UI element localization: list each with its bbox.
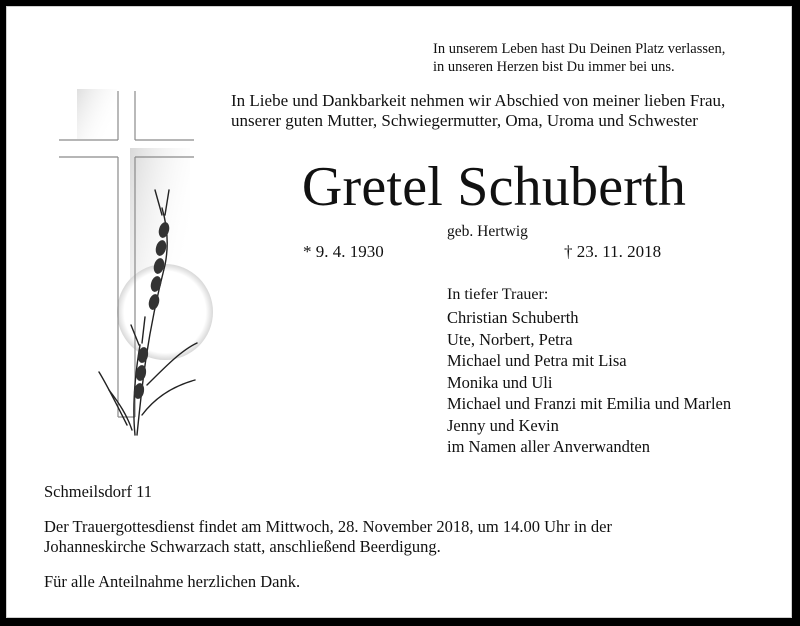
mourner-item: im Namen aller Anverwandten — [447, 437, 650, 456]
motto-line: in unseren Herzen bist Du immer bei uns. — [433, 59, 675, 75]
service-line: Johanneskirche Schwarzach statt, anschließend Beerdigung. — [44, 537, 441, 556]
obituary-notice — [6, 6, 792, 618]
mourner-item: Monika und Uli — [447, 372, 553, 392]
mourner-item: Jenny und Kevin — [447, 415, 559, 435]
death-date: † 23. 11. 2018 — [564, 242, 662, 261]
deceased-name: Gretel Schuberth — [301, 156, 687, 218]
intro-line: unserer guten Mutter, Schwiegermutter, Oma, Uroma und Schwester — [231, 111, 698, 130]
mourning-label: In tiefer Trauer: — [447, 286, 549, 303]
intro-text — [231, 91, 725, 131]
mourner-item: Ute, Norbert, Petra — [447, 329, 573, 349]
birth-name: geb. Hertwig — [447, 223, 528, 240]
mourner-item: Michael und Petra mit Lisa — [447, 351, 627, 370]
service-info — [44, 517, 612, 557]
thanks-note: Für alle Anteilnahme herzlichen Dank. — [44, 572, 301, 591]
address: Schmeilsdorf 11 — [44, 482, 152, 501]
mourner-item: Christian Schuberth — [447, 308, 579, 327]
cross-wheat-illustration — [47, 85, 247, 445]
cross-icon — [47, 85, 247, 445]
mourner-item: Michael und Franzi mit Emilia und Marlen — [447, 394, 732, 413]
intro-line: In Liebe und Dankbarkeit nehmen wir Abschied von meiner lieben Frau, — [231, 91, 726, 110]
service-line: Der Trauergottesdienst findet am Mittwoch, 28. November 2018, um 14.00 Uhr in der — [44, 517, 612, 536]
birth-date: * 9. 4. 1930 — [303, 242, 384, 261]
motto-verse — [433, 40, 725, 76]
mourners-list — [447, 307, 731, 458]
motto-line: In unserem Leben hast Du Deinen Platz verlassen, — [433, 41, 726, 57]
